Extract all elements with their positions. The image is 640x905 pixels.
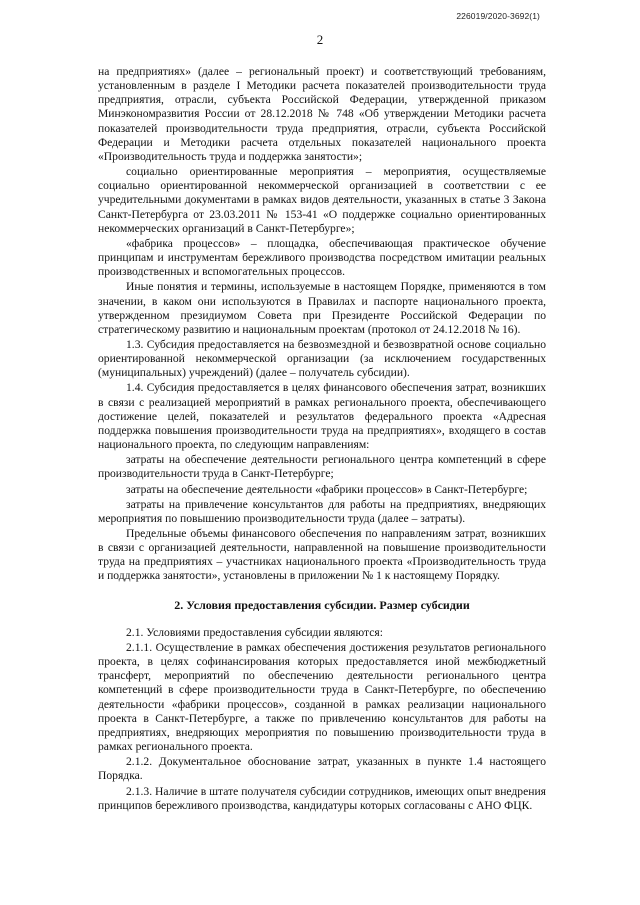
paragraph: 2.1. Условиями предоставления субсидии являются:: [126, 625, 383, 639]
paragraph: на предприятиях» (далее – региональный проект) и соответствующий требованиям, установленным в разделе I Методики расчета показателей производительности труда предприятия, отрасли, субъекта Российской Федерации, утвержденной приказом Минэкономразвития России от 28.12.2018 № 748 «Об утверждении Методики расчета показателей производительности труда предприятия, отрасли, субъекта Российской Федерации и Методики расчета отдельных показателей национального проекта «Производительность труда и поддержка занятости»;: [98, 65, 546, 163]
page-number: 2: [316, 32, 324, 47]
document-id: 226019/2020-3692(1): [456, 11, 540, 21]
paragraph: «фабрика процессов» – площадка, обеспечивающая практическое обучение принципам и инструментам бережливого производства посредством имитации реальных производственных и вспомогательных процессов.: [98, 236, 546, 279]
section-1-continuation: [98, 65, 546, 584]
paragraph: 2.1.1. Осуществление в рамках обеспечения достижения результатов регионального проекта, в целях софинансирования которых предоставляется иной межбюджетный трансферт, мероприятий по обеспечению деятельности регионального центра компетенций в сфере производительности труда в Санкт-Петербурге, по обеспечению деятельности «фабрики процессов», созданной в рамках реализации национального проекта в Санкт-Петербурге, а также по привлечению консультантов для работы на предприятиях, внедряющих мероприятия по повышению производительности труда в рамках регионального проекта.: [98, 640, 546, 754]
section-heading: 2. Условия предоставления субсидии. Размер субсидии: [174, 597, 470, 612]
document-body: [98, 65, 546, 814]
section-2-content: [98, 626, 546, 813]
paragraph: затраты на обеспечение деятельности регионального центра компетенций в сфере производительности труда в Санкт-Петербурге;: [98, 453, 546, 481]
paragraph: затраты на привлечение консультантов для работы на предприятиях, внедряющих мероприятия по повышению производительности труда (далее – затраты).: [98, 497, 546, 525]
paragraph: социально ориентированные мероприятия – мероприятия, осуществляемые социально ориентированной некоммерческой организацией в соответствии с ее учредительными документами в рамках видов деятельности, указанных в статье 3 Закона Санкт-Петербурга от 23.03.2011 № 153-41 «О поддержке социально ориентированных некоммерческих организаций в Санкт-Петербурге»;: [98, 165, 546, 235]
paragraph: затраты на обеспечение деятельности «фабрики процессов» в Санкт-Петербурге;: [126, 482, 528, 496]
paragraph: Предельные объемы финансового обеспечения по направлениям затрат, возникших в связи с организацией деятельности, направленной на повышение производительности труда на предприятиях – участниках национального проекта «Производительность труда и поддержка занятости», установлены в приложении № 1 к настоящему Порядку.: [98, 527, 546, 583]
paragraph: 1.3. Субсидия предоставляется на безвозмездной и безвозвратной основе социально ориентированной некоммерческой организации (за исключением государственных (муниципальных) учреждений) (далее – получатель субсидии).: [98, 337, 546, 380]
paragraph: 2.1.3. Наличие в штате получателя субсидии сотрудников, имеющих опыт внедрения принципов бережливого производства, кандидатуры которых согласованы с АНО ФЦК.: [98, 784, 546, 812]
paragraph: Иные понятия и термины, используемые в настоящем Порядке, применяются в том значении, в каком они используются в Правилах и паспорте национального проекта, утвержденном президиумом Совета при Президенте Российской Федерации по стратегическому развитию и национальным проектам (протокол от 24.12.2018 № 16).: [98, 280, 546, 336]
paragraph: 2.1.2. Документальное обоснование затрат, указанных в пункте 1.4 настоящего Порядка.: [98, 755, 546, 783]
paragraph: 1.4. Субсидия предоставляется в целях финансового обеспечения затрат, возникших в связи с реализацией мероприятий в рамках регионального проекта, обеспечивающего достижение целей, показателей и результатов федерального проекта «Адресная поддержка повышения производительности труда на предприятиях», входящего в состав национального проекта, по следующим направлениям:: [98, 381, 546, 452]
